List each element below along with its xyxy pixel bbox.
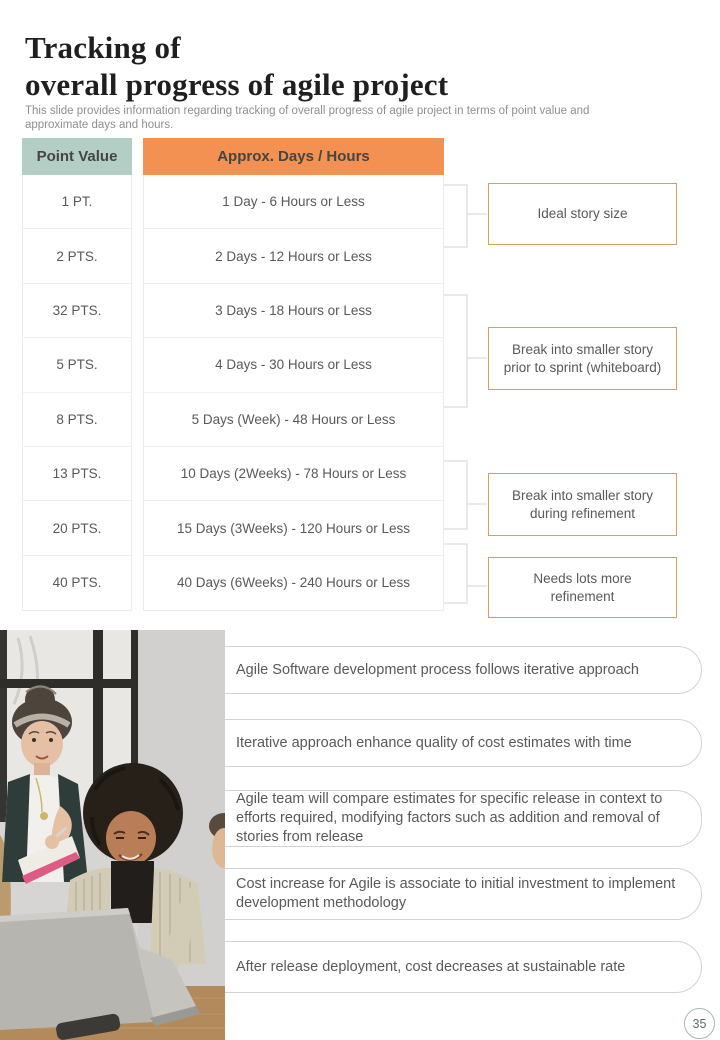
team-collaboration-photo <box>0 630 225 1040</box>
table-cell-duration: 40 Days (6Weeks) - 240 Hours or Less <box>176 575 411 591</box>
annotation-needs-refinement: Needs lots more refinement <box>488 557 677 618</box>
table-cell-duration: 15 Days (3Weeks) - 120 Hours or Less <box>144 501 443 555</box>
page-number-badge: 35 <box>684 1008 715 1039</box>
table-cell-duration: 4 Days - 30 Hours or Less <box>144 338 443 392</box>
table-cell-point: 13 PTS. <box>23 447 131 501</box>
days-hours-header: Approx. Days / Hours <box>143 138 444 175</box>
note-item: Agile Software development process follows iterative approach <box>213 646 702 694</box>
table-cell-point: 1 PT. <box>23 175 131 229</box>
page-title <box>25 29 665 103</box>
table-cell-duration: 1 Day - 6 Hours or Less <box>144 175 443 229</box>
annotation-ideal-story-size: Ideal story size <box>488 183 677 245</box>
note-item: Agile team will compare estimates for specific release in context to efforts required, modifying factors such as addition and removal of stories from release <box>213 790 702 847</box>
table-cell-duration: 10 Days (2Weeks) - 78 Hours or Less <box>144 447 443 501</box>
table-cell-duration: 3 Days - 18 Hours or Less <box>144 284 443 338</box>
annotation-break-during-refinement: Break into smaller story during refinement <box>488 473 677 536</box>
table-cell-point: 40 PTS. <box>52 575 102 591</box>
point-value-column <box>22 138 132 611</box>
note-item: After release deployment, cost decreases at sustainable rate <box>213 941 702 993</box>
point-value-header: Point Value <box>22 138 132 175</box>
note-item: Cost increase for Agile is associate to initial investment to implement development methodology <box>213 868 702 920</box>
table-cell-point: 32 PTS. <box>23 284 131 338</box>
point-value-cells <box>22 175 132 611</box>
days-hours-cells <box>143 175 444 611</box>
table-cell-point: 8 PTS. <box>23 393 131 447</box>
table-cell-point: 20 PTS. <box>23 501 131 555</box>
annotation-break-prior-sprint: Break into smaller story prior to sprint (whiteboard) <box>488 327 677 390</box>
title-line-1: Tracking of <box>25 29 181 65</box>
table-cell-duration: 5 Days (Week) - 48 Hours or Less <box>144 393 443 447</box>
days-hours-column <box>143 138 444 611</box>
table-cell-point: 5 PTS. <box>23 338 131 392</box>
note-item: Iterative approach enhance quality of cost estimates with time <box>213 719 702 767</box>
table-cell-duration: 2 Days - 12 Hours or Less <box>144 229 443 283</box>
table-cell-point: 2 PTS. <box>23 229 131 283</box>
slide-subtitle: This slide provides information regarding tracking of overall progress of agile project in terms of point value and approximate days and hours. <box>25 104 590 131</box>
title-line-2: overall progress of agile project <box>25 66 449 102</box>
